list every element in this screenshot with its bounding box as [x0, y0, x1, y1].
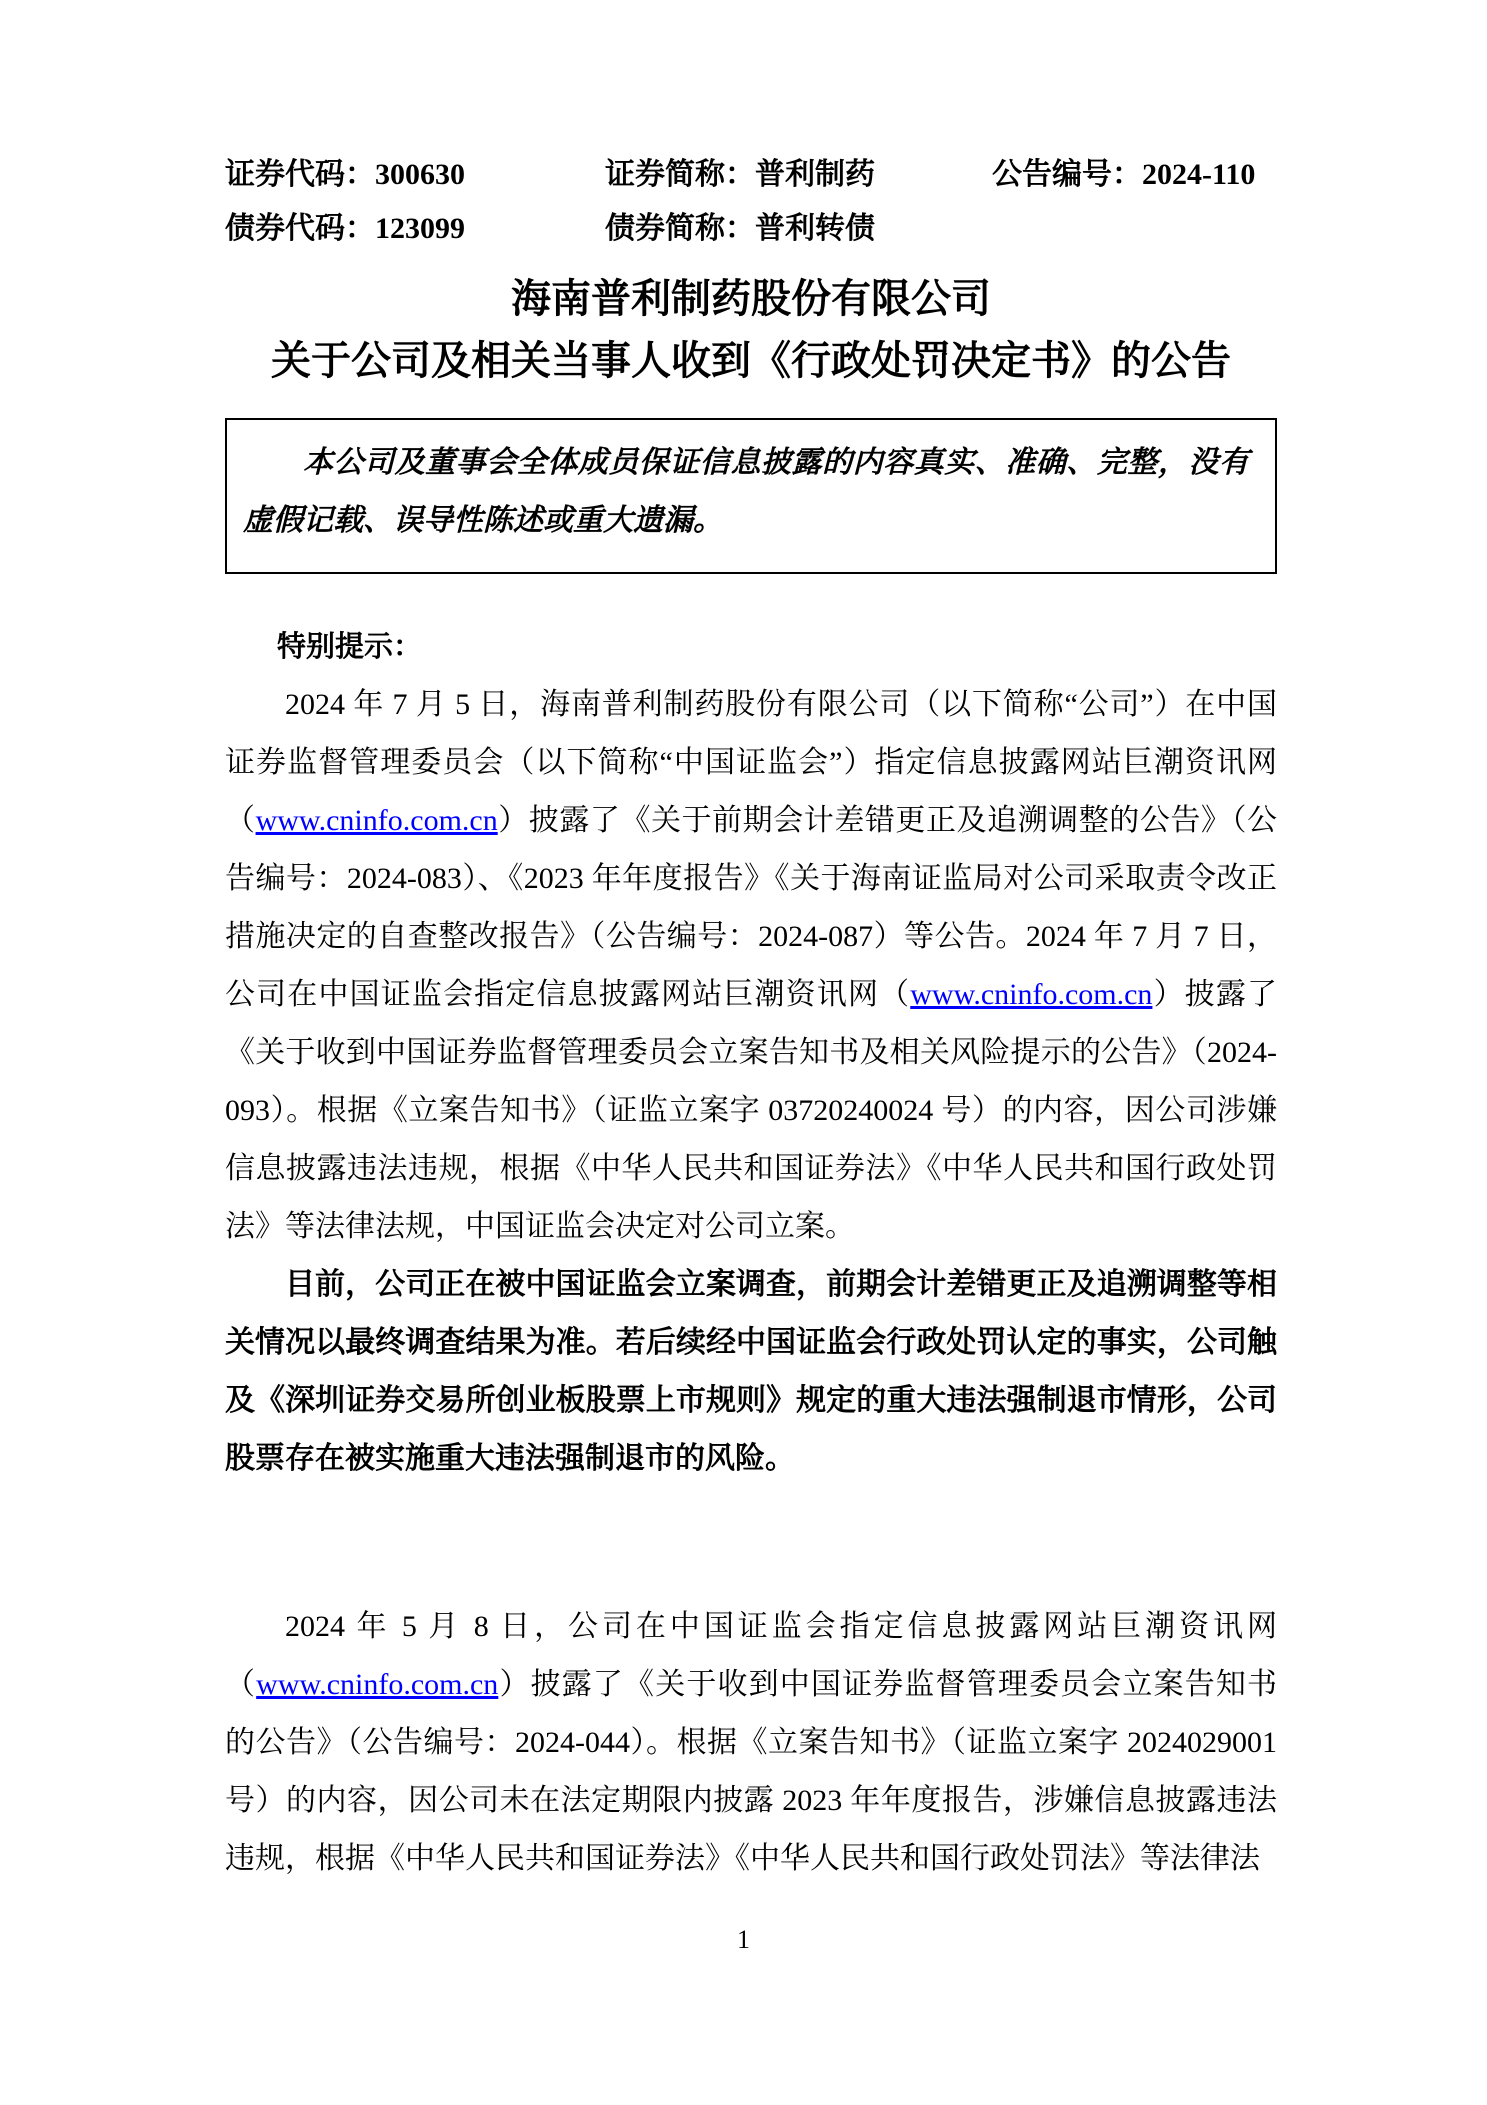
text-segment: ）披露了《关于收到中国证券监督管理委员会立案告知书的公告》（公告编号：2024-044）。根据《立案告知书》（证监立案字 2024029001 号）的内容，因公司未在法定期限内披露 2023 年年度报告，涉嫌信息披露违法违规，根据《中华人民共和国证券法》《中华人民共和国行政处罚法》等法律法 [225, 1668, 1278, 1875]
paragraph-disclosure-july [225, 676, 1277, 1256]
bond-code: 债券代码：123099 [225, 212, 465, 245]
text-segment: 2024 年 5 月 8 日，公司在中国证监会指定信息披露网站巨潮资讯网（ [225, 1610, 1277, 1701]
cninfo-website-link[interactable]: www.cninfo.com.cn [910, 978, 1153, 1011]
company-name-title: 海南普利制药股份有限公司 [511, 276, 991, 321]
special-notice-heading: 特别提示： [277, 631, 423, 663]
cninfo-website-link[interactable]: www.cninfo.com.cn [256, 1668, 499, 1701]
document-body [225, 618, 1277, 1888]
text-segment: ）披露了《关于前期会计差错更正及追溯调整的公告》（公告编号：2024-083）、《2023 年年度报告》《关于海南证监局对公司采取责令改正措施决定的自查整改报告》（公告编号：2024-087）等公告。2024 年 7 月 7 日，公司在中国证监会指定信息披露网站巨潮资讯网（ [225, 804, 1278, 1011]
paragraph-disclosure-may [225, 1598, 1277, 1888]
announcement-title: 关于公司及相关当事人收到《行政处罚决定书》的公告 [271, 338, 1231, 383]
disclaimer-text: 本公司及董事会全体成员保证信息披露的内容真实、准确、完整，没有虚假记载、误导性陈述或重大遗漏。 [243, 445, 1249, 538]
disclaimer-box [225, 418, 1277, 574]
header-row-2 [225, 202, 1277, 256]
header-row-1 [225, 148, 1277, 202]
bond-short-name: 债券简称：普利转债 [605, 212, 875, 245]
text-segment: ）披露了《关于收到中国证券监督管理委员会立案告知书及相关风险提示的公告》（2024-093）。根据《立案告知书》（证监立案字 03720240024 号）的内容，因公司涉嫌信息披露违法违规，根据《中华人民共和国证券法》《中华人民共和国行政处罚法》等法律法规，中国证监会决定对公司立案。 [225, 978, 1278, 1243]
stock-short-name: 证券简称：普利制药 [605, 158, 875, 191]
header-spacer [992, 202, 1277, 256]
cninfo-website-link[interactable]: www.cninfo.com.cn [255, 804, 498, 837]
announcement-number: 公告编号：2024-110 [992, 158, 1256, 191]
securities-header [225, 148, 1277, 256]
page-number: 1 [737, 1925, 750, 1954]
title-block [225, 268, 1277, 392]
text-segment: 2024 年 7 月 5 日，海南普利制药股份有限公司（以下简称“公司”）在中国证券监督管理委员会（以下简称“中国证监会”）指定信息披露网站巨潮资讯网（ [225, 688, 1277, 837]
stock-code: 证券代码：300630 [225, 158, 465, 191]
paragraph-risk-warning: 目前，公司正在被中国证监会立案调查，前期会计差错更正及追溯调整等相关情况以最终调查结果为准。若后续经中国证监会行政处罚认定的事实，公司触及《深圳证券交易所创业板股票上市规则》规定的重大违法强制退市情形，公司股票存在被实施重大违法强制退市的风险。 [225, 1268, 1277, 1475]
